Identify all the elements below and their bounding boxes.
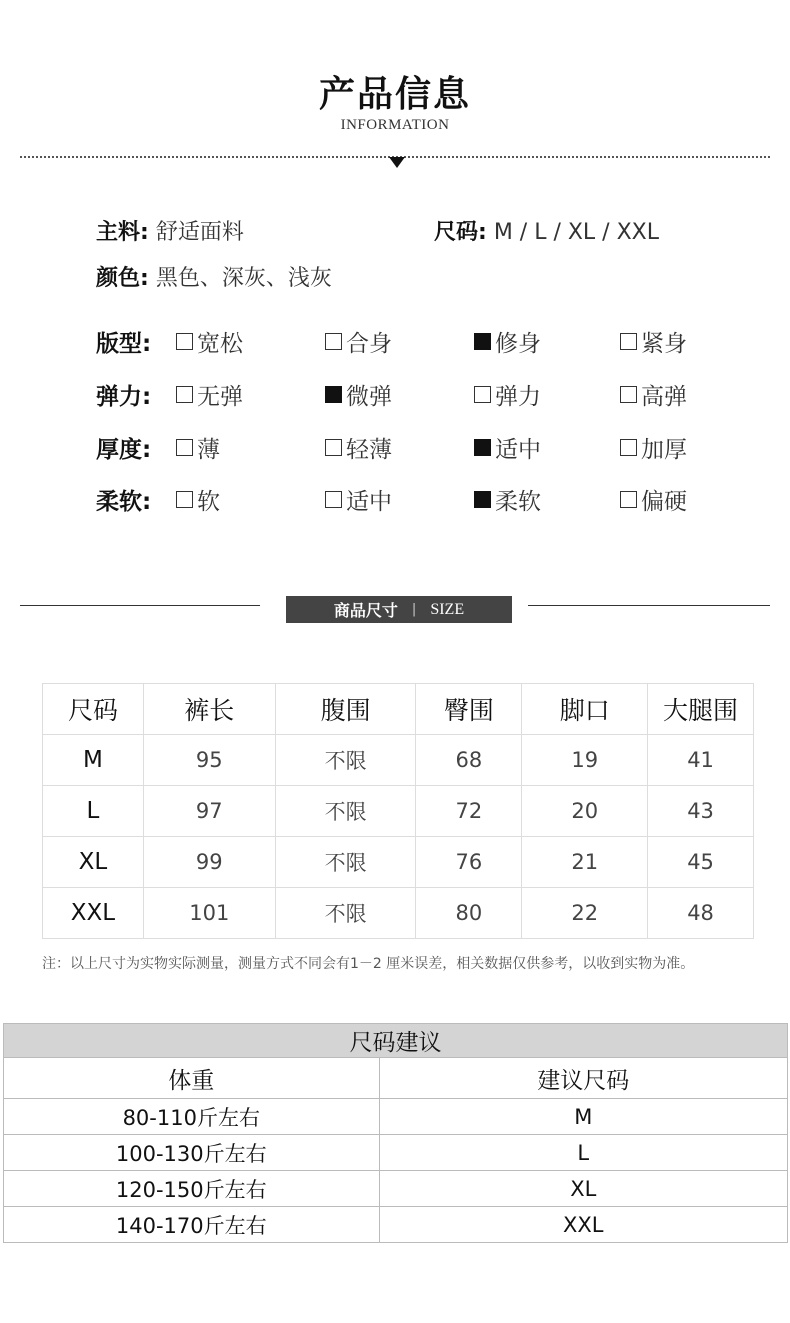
table-cell: M [379, 1099, 787, 1135]
measurement-note: 注：以上尺寸为实物实际测量，测量方式不同会有1－2 厘米误差，相关数据仅供参考，以收到实物为准。 [42, 956, 695, 972]
table-cell: 140-170斤左右 [4, 1207, 380, 1243]
checkbox-icon [325, 333, 342, 350]
option-label: 适中 [495, 437, 541, 463]
option-label: 弹力 [495, 384, 541, 410]
option-checkbox [620, 431, 687, 464]
checked-box-icon [474, 491, 491, 508]
table-cell: 20 [522, 786, 648, 837]
banner-separator: | [411, 602, 417, 617]
recommendation-title-row [4, 1024, 788, 1058]
table-cell: XL [379, 1171, 787, 1207]
table-cell: 80-110斤左右 [4, 1099, 380, 1135]
banner-left-rule [20, 605, 260, 606]
column-header: 臀围 [416, 684, 522, 735]
property-row-fit [96, 325, 776, 361]
checkbox-icon [620, 439, 637, 456]
table-cell: 80 [416, 888, 522, 939]
table-cell: XL [43, 837, 144, 888]
option-checkbox [176, 483, 220, 516]
option-label: 软 [197, 489, 220, 515]
option-checkbox [176, 431, 220, 464]
table-cell: L [379, 1135, 787, 1171]
option-checkbox [176, 325, 243, 358]
option-checkbox [620, 378, 687, 411]
table-row [43, 786, 754, 837]
table-row [43, 735, 754, 786]
table-row [43, 837, 754, 888]
option-checkbox [325, 483, 392, 516]
option-label: 无弹 [197, 384, 243, 410]
property-label: 厚度: [96, 437, 152, 463]
material-info [96, 215, 244, 246]
table-cell: XXL [43, 888, 144, 939]
column-header: 腹围 [275, 684, 416, 735]
page-title: 产品信息 [318, 74, 471, 115]
table-cell: 22 [522, 888, 648, 939]
option-checkbox [474, 325, 541, 358]
table-cell: 不限 [275, 735, 416, 786]
triangle-down-icon [389, 157, 405, 168]
size-table [42, 683, 754, 939]
option-label: 适中 [346, 489, 392, 515]
table-cell: 43 [648, 786, 754, 837]
checkbox-icon [620, 491, 637, 508]
option-label: 偏硬 [641, 489, 687, 515]
checkbox-icon [620, 333, 637, 350]
color-label: 颜色: [96, 266, 149, 291]
table-cell: 100-130斤左右 [4, 1135, 380, 1171]
color-value: 黑色、深灰、浅灰 [155, 266, 332, 291]
option-label: 高弹 [641, 384, 687, 410]
material-value: 舒适面料 [155, 220, 244, 245]
checkbox-icon [176, 439, 193, 456]
size-label: 尺码: [434, 220, 487, 245]
table-cell: 48 [648, 888, 754, 939]
column-header: 裤长 [143, 684, 275, 735]
column-header: 建议尺码 [379, 1058, 787, 1099]
table-cell: 101 [143, 888, 275, 939]
table-cell: 68 [416, 735, 522, 786]
option-label: 合身 [346, 331, 392, 357]
size-info [434, 215, 659, 246]
table-row [43, 888, 754, 939]
option-checkbox [325, 325, 392, 358]
option-checkbox [474, 483, 541, 516]
checked-box-icon [325, 386, 342, 403]
table-cell: 不限 [275, 888, 416, 939]
property-label: 弹力: [96, 384, 152, 410]
checked-box-icon [474, 439, 491, 456]
table-cell: 45 [648, 837, 754, 888]
table-row [4, 1207, 788, 1243]
color-info [96, 261, 332, 292]
option-checkbox [620, 325, 687, 358]
option-checkbox [325, 431, 392, 464]
option-label: 修身 [495, 331, 541, 357]
table-cell: 97 [143, 786, 275, 837]
recommendation-title: 尺码建议 [4, 1024, 788, 1058]
column-header: 大腿围 [648, 684, 754, 735]
table-cell: 41 [648, 735, 754, 786]
table-cell: M [43, 735, 144, 786]
table-cell: 19 [522, 735, 648, 786]
option-checkbox [325, 378, 392, 411]
table-cell: 21 [522, 837, 648, 888]
size-recommendation-table [3, 1023, 788, 1243]
table-cell: 120-150斤左右 [4, 1171, 380, 1207]
option-label: 薄 [197, 437, 220, 463]
table-row [4, 1171, 788, 1207]
column-header: 体重 [4, 1058, 380, 1099]
size-value: M / L / XL / XXL [493, 220, 659, 245]
property-label: 柔软: [96, 489, 152, 515]
property-row-softness [96, 483, 776, 519]
property-label: 版型: [96, 331, 152, 357]
table-header-row [4, 1058, 788, 1099]
option-label: 紧身 [641, 331, 687, 357]
table-cell: 95 [143, 735, 275, 786]
table-row [4, 1099, 788, 1135]
table-cell: XXL [379, 1207, 787, 1243]
table-cell: 不限 [275, 837, 416, 888]
property-row-thickness [96, 431, 776, 467]
checkbox-icon [176, 491, 193, 508]
checkbox-icon [620, 386, 637, 403]
option-label: 加厚 [641, 437, 687, 463]
checkbox-icon [176, 386, 193, 403]
option-checkbox [474, 378, 541, 411]
option-checkbox [620, 483, 687, 516]
checkbox-icon [474, 386, 491, 403]
table-row [4, 1135, 788, 1171]
checkbox-icon [176, 333, 193, 350]
table-cell: 76 [416, 837, 522, 888]
property-row-elasticity [96, 378, 776, 414]
banner-right-rule [528, 605, 770, 606]
checked-box-icon [474, 333, 491, 350]
column-header: 脚口 [522, 684, 648, 735]
option-label: 轻薄 [346, 437, 392, 463]
table-cell: 72 [416, 786, 522, 837]
table-cell: 不限 [275, 786, 416, 837]
option-checkbox [176, 378, 243, 411]
table-cell: L [43, 786, 144, 837]
checkbox-icon [325, 439, 342, 456]
banner-title-en: SIZE [430, 600, 465, 618]
column-header: 尺码 [43, 684, 144, 735]
checkbox-icon [325, 491, 342, 508]
page-subtitle: INFORMATION [340, 117, 450, 133]
option-checkbox [474, 431, 541, 464]
option-label: 微弹 [346, 384, 392, 410]
size-section-banner [286, 596, 512, 623]
option-label: 宽松 [197, 331, 243, 357]
banner-title-cn: 商品尺寸 [333, 601, 398, 620]
table-header-row [43, 684, 754, 735]
material-label: 主料: [96, 220, 149, 245]
table-cell: 99 [143, 837, 275, 888]
option-label: 柔软 [495, 489, 541, 515]
